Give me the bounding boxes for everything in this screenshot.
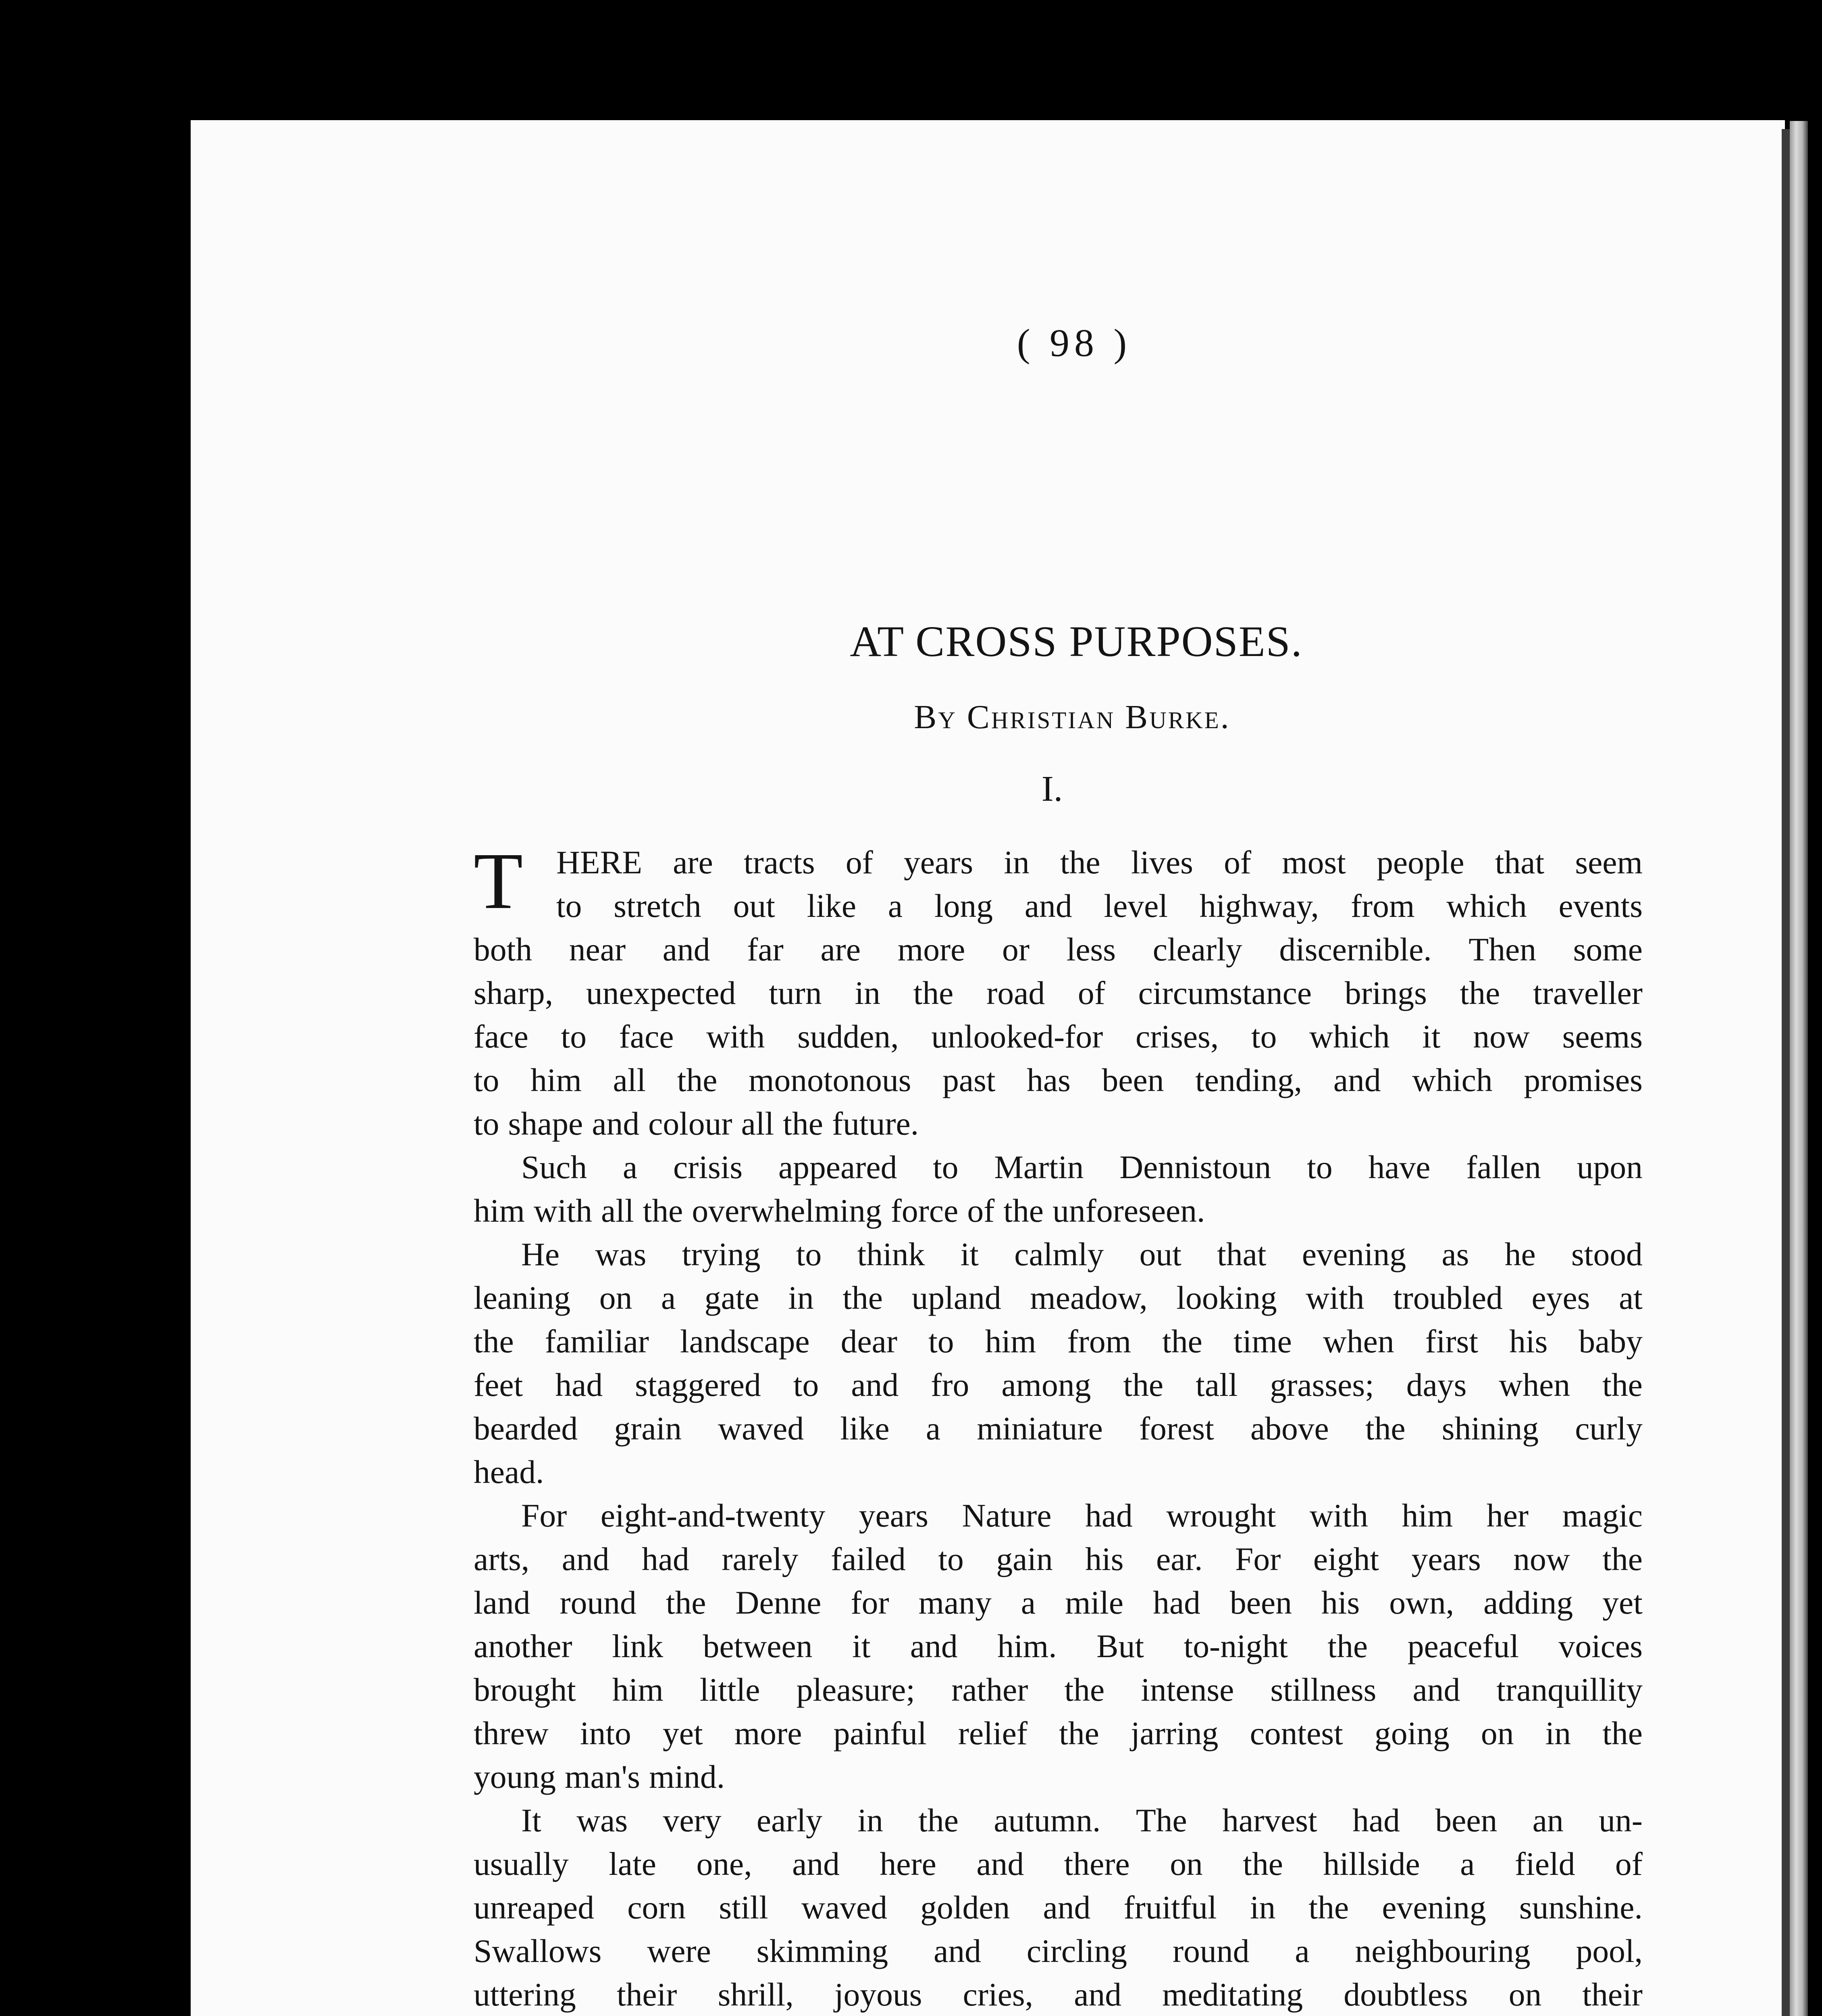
body-line: bearded grain waved like a miniature forest above the shining curly <box>474 1410 1643 1447</box>
body-line: sharp, unexpected turn in the road of circumstance brings the traveller <box>474 975 1643 1011</box>
body-line: unreaped corn still waved golden and fruitful in the evening sunshine. <box>474 1889 1643 1926</box>
body-line: usually late one, and here and there on the hillside a field of <box>474 1845 1643 1882</box>
author-byline: By Christian Burke. <box>914 698 1231 736</box>
body-line: arts, and had rarely failed to gain his ear. For eight years now the <box>474 1541 1643 1577</box>
story-title: AT CROSS PURPOSES. <box>850 618 1303 666</box>
body-line: young man's mind. <box>474 1758 725 1795</box>
body-line: the familiar landscape dear to him from the time when first his baby <box>474 1323 1643 1360</box>
body-line: Such a crisis appeared to Martin Dennistoun to have fallen upon <box>521 1149 1643 1185</box>
page-gutter-shadow <box>1782 129 1790 2016</box>
body-line: Swallows were skimming and circling round a neighbouring pool, <box>474 1933 1643 1969</box>
drop-cap: T <box>474 837 523 926</box>
body-line: land round the Denne for many a mile had been his own, adding yet <box>474 1584 1643 1621</box>
body-line: face to face with sudden, unlooked-for crises, to which it now seems <box>474 1018 1643 1055</box>
body-line: feet had staggered to and fro among the tall grasses; days when the <box>474 1366 1643 1403</box>
body-line: T HERE are tracts of years in the lives of most people that seem <box>474 837 1643 926</box>
story-body <box>474 837 1643 2016</box>
body-line: leaning on a gate in the upland meadow, looking with troubled eyes at <box>474 1279 1643 1316</box>
body-line: to him all the monotonous past has been tending, and which promises <box>474 1062 1643 1098</box>
section-number: I. <box>1041 769 1063 809</box>
body-line: him with all the overwhelming force of the unforeseen. <box>474 1192 1205 1229</box>
body-line: He was trying to think it calmly out that evening as he stood <box>521 1236 1643 1272</box>
body-line: brought him little pleasure; rather the intense stillness and tranquillity <box>474 1671 1643 1708</box>
body-line: another link between it and him. But to-night the peaceful voices <box>474 1628 1643 1664</box>
page-edge <box>1790 121 1808 2016</box>
body-line: It was very early in the autumn. The harvest had been an un- <box>521 1802 1643 1839</box>
body-line: uttering their shrill, joyous cries, and meditating doubtless on their <box>474 1976 1643 2013</box>
body-line: to shape and colour all the future. <box>474 1105 919 1142</box>
body-line: to stretch out like a long and level highway, from which events <box>556 887 1643 924</box>
body-line: For eight-and-twenty years Nature had wrought with him her magic <box>521 1497 1643 1534</box>
page-number: ( 98 ) <box>1017 321 1132 365</box>
body-line: head. <box>474 1454 544 1490</box>
body-line: threw into yet more painful relief the jarring contest going on in the <box>474 1715 1643 1752</box>
body-line: both near and far are more or less clearly discernible. Then some <box>474 931 1643 968</box>
